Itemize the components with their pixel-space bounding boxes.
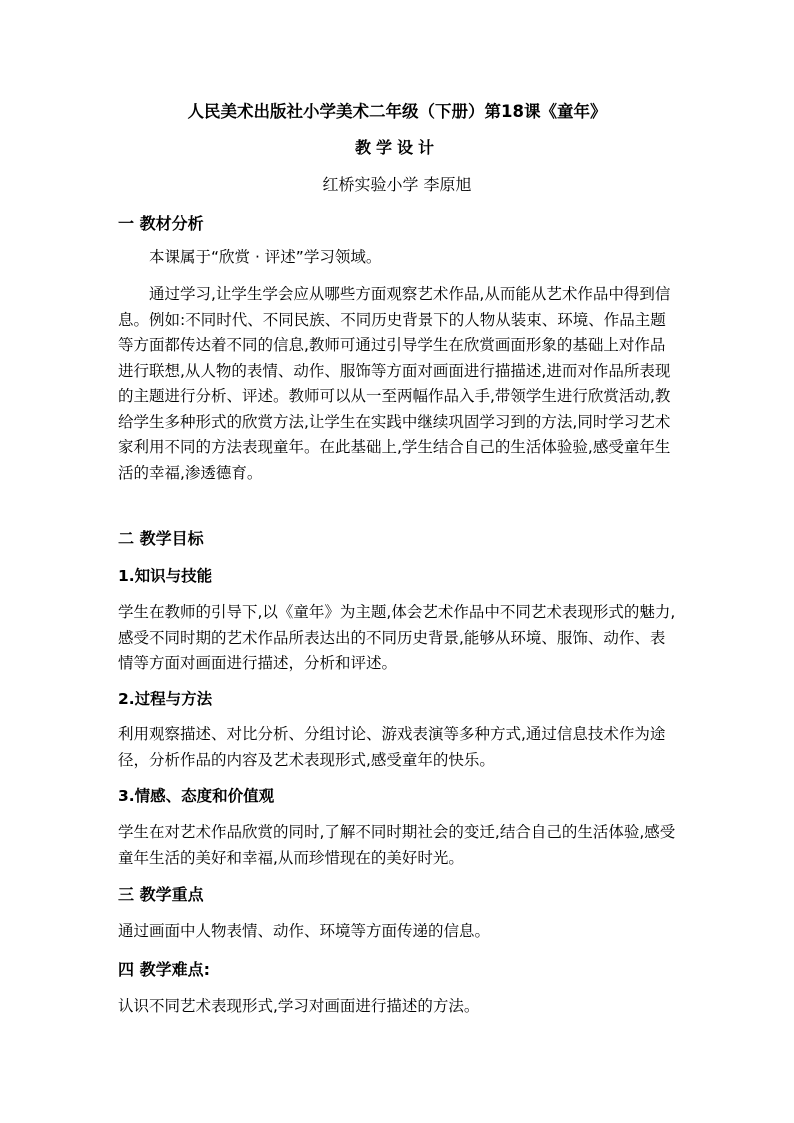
goal-heading-emotion-values: 3.情感、态度和价值观	[118, 787, 275, 805]
document-author: 红桥实验小学 李原旭	[322, 175, 472, 194]
goal-text-process-methods: 利用观察描述、对比分析、分组讨论、游戏表演等多种方式,通过信息技术作为途径，分析作品的内容及艺术表现形式,感受童年的快乐。	[118, 725, 666, 769]
goal-heading-knowledge-skills: 1.知识与技能	[118, 567, 213, 585]
section-heading-teaching-goals: 二 教学目标	[118, 529, 204, 548]
goal-text-emotion-values: 学生在对艺术作品欣赏的同时,了解不同时期社会的变迁,结合自己的生活体验,感受童年生活的美好和幸福,从而珍惜现在的美好时光。	[118, 823, 676, 867]
goal-heading-process-methods: 2.过程与方法	[118, 690, 213, 708]
difficulties-text: 认识不同艺术表现形式,学习对画面进行描述的方法。	[118, 997, 480, 1015]
section-heading-textbook-analysis: 一 教材分析	[118, 214, 204, 233]
document-title: 人民美术出版社小学美术二年级（下册）第18课《童年》	[187, 102, 607, 121]
textbook-analysis-domain: 本课属于“欣赏 · 评述”学习领域。	[149, 248, 382, 266]
document-subtitle: 教学设计	[354, 138, 439, 157]
section-heading-key-points: 三 教学重点	[118, 885, 204, 904]
section-heading-difficulties: 四 教学难点:	[118, 960, 210, 979]
textbook-analysis-paragraph: 通过学习,让学生学会应从哪些方面观察艺术作品,从而能从艺术作品中得到信息。例如:不同时代、不同民族、不同历史背景下的人物从装束、环境、作品主题等方面都传达着不同的信息,教师可通过引导学生在欣赏画面形象的基础上对作品进行联想,从人物的表情、动作、服饰等方面对画面进行描描述,进而对作品所表现的主题进行分析、评述。教师可以从一至两幅作品入手,带领学生进行欣赏活动,教给学生多种形式的欣赏方法,让学生在实践中继续巩固学习到的方法,同时学习艺术家利用不同的方法表现童年。在此基础上,学生结合自己的生活体验验,感受童年生活的幸福,渗透德育。	[118, 285, 671, 482]
key-points-text: 通过画面中人物表情、动作、环境等方面传递的信息。	[118, 922, 491, 940]
goal-text-knowledge-skills: 学生在教师的引导下,以《童年》为主题,体会艺术作品中不同艺术表现形式的魅力,感受不同时期的艺术作品所表达出的不同历史背景,能够从环境、服饰、动作、表情等方面对画面进行描述，分析和评述。	[118, 603, 676, 672]
